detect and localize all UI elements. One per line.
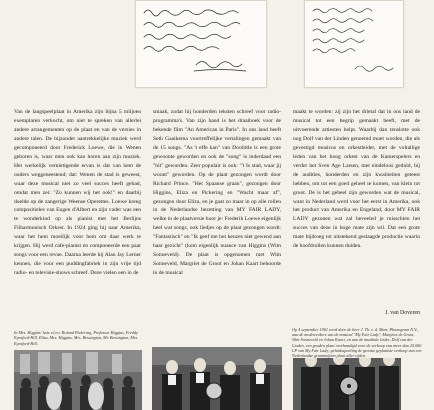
stage-photo-image	[14, 350, 142, 410]
handwriting-scribble	[136, 1, 266, 87]
award-photo	[152, 347, 282, 410]
stage-photo	[14, 350, 142, 410]
photo-caption-1: In Mrs. Higgins' huis v.l.n.r. Roland Pickering, Professor Higgins, Freddy Eynsford-Hill, Eliza, Mrs. Higgins, Mrs. Bessington, Mr. Bessington, Mrs. Eynsford-Hill.	[14, 330, 139, 346]
article-column-1	[14, 108, 141, 278]
photo-caption-3: Op 4 september 1961 werd door de heer J. Th. v. d. Marr, Phonogram N.V., aan de medewerkers van de musical "My Fair Lady", Margriet de Groot, Wim Sonneveld en Johan Kaart, en aan de muzikale leider, Dolf van der Linden, een gouden plaat overhandigd voor de verkoop van meer dan 25.000 LP van My Fair Lady; geluidsspoeling de grootst geplaatste verkoop van een Nederlandse grammofoon plaat aller tijden.	[292, 327, 422, 359]
article-column-2	[153, 108, 281, 278]
article-text: Van de langspeelplaat in Amerika zijn bijna 5 miljoen exemplaren verkocht, om niet te spreken van allerlei andere arrangementen op de plaat en van de versies in andere talen. De bijzonder aantrekkelijke muziek werd gecomponeerd door Frederick Loewe, die in Wenen geboren is, waar men ook kan horen aan zijn muziek. Het werkelijk vernietigende ervan is dat van hem de ouders weggeneestend; dat: Wenen de stad is geweest, waar deze musical niet zo veel succes heeft gehad, omdat men zei: "Zo kunnen wij het ook!" en daarbij doelde op de zangerige Weense Operettes. Loewe kreeg compositieles van Eugen d'Albert en zijn vader was een te wonderkind op als pianist met het Berlijns Filharmonisch Orkest. In 1924 ging hij naar Amerika, waar het hem moeilijk voor hem om daar werk te krijgen. Hij werd cafe-pianist en componeerde een paar songs voor een revue. Daarna leerde hij Alan Jay Lerner kennen, die voor een puddingfabriek in zijn vrije tijd radio- en televisie-shows schreef. Deze vielen een in de	[14, 109, 141, 277]
handwriting-scribble	[305, 1, 403, 87]
article-column-3	[293, 108, 420, 251]
handwritten-note-right	[304, 0, 404, 88]
award-photo-image	[152, 347, 282, 410]
article-text: maakt te worden: zij zijn het drietal dat in ons land de musical tot een begrip gemaakt heeft, met de uitvoerende artiesten helpt. Waarbij dan tenslotte ook nog Dolf van der Linden genoemd moet worden, die als gevestigd musicus en orkestleider, met de voltallige leden van het hoog orkest van de Kamerspelers en verder het Sven Age Larsen, met eindeloos geduld, bij de audities, honderden en zijn kwaliteiten geteest hebben, om tot een goed geheel te komen, van klein tot groot. De is het geheel zijn geworden wat de musical, want in Nederland werd voor het eerst in Amerika, ook het product van Amerika en Engeland, door MY FAIR LADY gezonen wat zal beveeled je misschien het succes van deze in hoge mate zijn wil. Dat een grote mate bijdroeg tot uitstekend geslaagde productie waarin de hoofdrollen kunnen duiden.	[293, 109, 420, 250]
handwritten-note-left	[135, 0, 267, 88]
author-signature: J. van Doveren	[385, 310, 420, 316]
article-text: smaak, zodat hij honderden teksten schreef voor radio-programma's. Van zijn hand is het draaiboek voor de bekende film "An American in Paris". In ons land heeft Seth Gaaikema voortreffelijke vertalingen gemaakt van de 15 songs. "As 't effe kan" van Doolittle is een grote gewoonte geworden en ook de "song" is inderdaad een "hit" geworden. Zeer populair is ook: "'t Is stad, waar jij woont" geworden. Op de plaat gezongen wordt door Richard Prince. "Het Spaanse graan", gezongen door Higgins, Eliza en Pickering en "Wacht maar af", gezongen door Eliza, en je gaat zo maar in op alle rollen in de Nederlandse bezetting van MY FAIR LADY, welke in de plaatversie hoor je: Frederik Loewe eigenlijk heel wat songs, ook liedjes op de plaat gezongen wordt: "Fantastisch" en "Ik geef me het keuzes niet gewend aan haar gezicht" (kom eigenlijk nuance van Higgins (Wim Sonneveld). De plaat is opgenomen met Wim Sonneveld, Margriet de Groot en Johan Kaart behoorde in de musical	[153, 109, 281, 277]
